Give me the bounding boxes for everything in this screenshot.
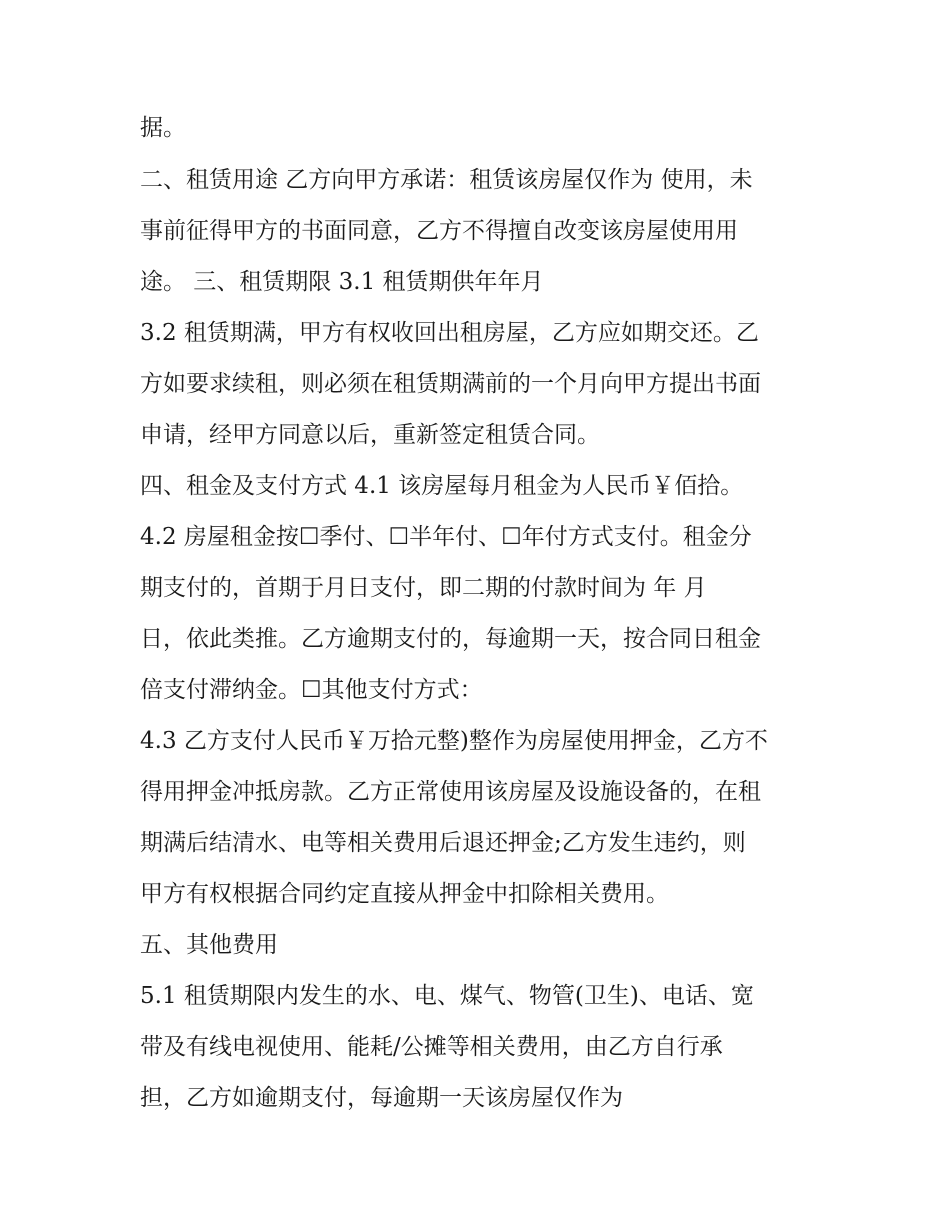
text-line: 3.2 租赁期满，甲方有权收回出租房屋，乙方应如期交还。乙 [140,320,759,346]
text-line: 事前征得甲方的书面同意，乙方不得擅自改变该房屋使用用 [140,218,738,244]
text-line: 倍支付滞纳金。☐其他支付方式： [140,677,483,703]
text-line: 四、租金及支付方式 4.1 该房屋每月租金为人民币￥佰拾。 [140,473,744,499]
text-line: 二、租赁用途 乙方向甲方承诺：租赁该房屋仅作为 使用，未 [140,167,753,193]
text-line: 方如要求续租，则必须在租赁期满前的一个月向甲方提出书面 [140,371,761,397]
text-line: 申请，经甲方同意以后，重新签定租赁合同。 [140,422,600,448]
text-line: 据。 [140,115,186,141]
text-line: 4.3 乙方支付人民币￥万拾元整)整作为房屋使用押金，乙方不 [140,728,768,754]
text-line: 甲方有权根据合同约定直接从押金中扣除相关费用。 [140,881,669,907]
text-line: 途。 三、租赁期限 3.1 租赁期供年年月 [140,269,544,295]
section-heading: 五、其他费用 [140,932,278,958]
text-line: 担，乙方如逾期支付，每逾期一天该房屋仅作为 [140,1085,623,1111]
text-line: 得用押金冲抵房款。乙方正常使用该房屋及设施设备的，在租 [140,779,761,805]
text-line: 期支付的，首期于月日支付，即二期的付款时间为 年 月 [140,575,707,601]
text-line: 带及有线电视使用、能耗/公摊等相关费用，由乙方自行承 [140,1034,723,1060]
text-line: 4.2 房屋租金按☐季付、☐半年付、☐年付方式支付。租金分 [140,524,752,550]
text-line: 日，依此类推。乙方逾期支付的，每逾期一天，按合同日租金 [140,626,761,652]
text-line: 期满后结清水、电等相关费用后退还押金;乙方发生违约，则 [140,830,746,856]
text-line: 5.1 租赁期限内发生的水、电、煤气、物管(卫生)、电话、宽 [140,983,754,1009]
